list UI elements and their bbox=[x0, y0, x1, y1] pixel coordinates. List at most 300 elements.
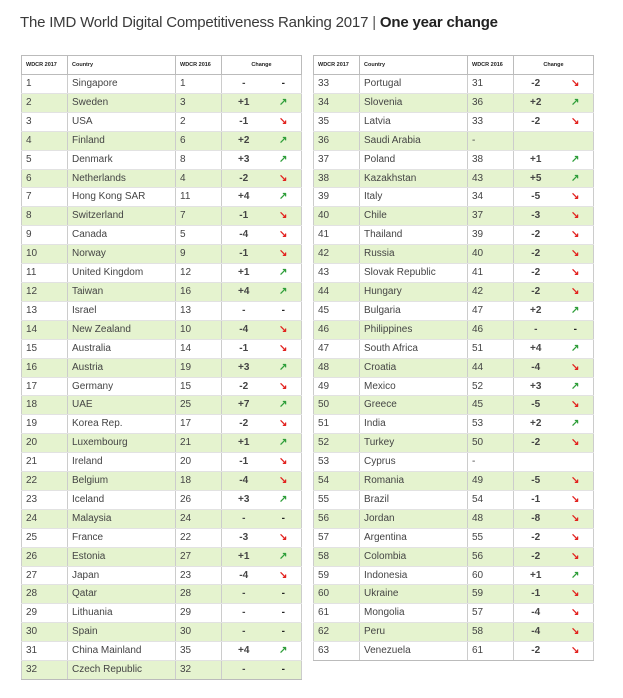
table-row bbox=[314, 547, 594, 566]
country-cell: Australia bbox=[68, 339, 176, 358]
table-row bbox=[314, 245, 594, 264]
country-cell: Peru bbox=[360, 623, 468, 642]
country-cell: Mongolia bbox=[360, 604, 468, 623]
table-row bbox=[314, 642, 594, 661]
rank-2016-cell: - bbox=[468, 453, 514, 472]
country-cell: Japan bbox=[68, 566, 176, 585]
rank-2016-cell: 40 bbox=[468, 245, 514, 264]
change-cell: +5 bbox=[514, 169, 558, 188]
rank-2017-cell: 18 bbox=[22, 396, 68, 415]
rank-2017-cell: 50 bbox=[314, 396, 360, 415]
table-header-row bbox=[314, 56, 594, 75]
rank-2016-cell: 38 bbox=[468, 150, 514, 169]
table-row bbox=[22, 396, 302, 415]
rank-2017-cell: 52 bbox=[314, 434, 360, 453]
rank-2016-cell: 29 bbox=[176, 604, 222, 623]
arrow-up-icon: ↗ bbox=[266, 264, 302, 283]
rank-2017-cell: 29 bbox=[22, 604, 68, 623]
table-row bbox=[22, 528, 302, 547]
rank-2016-cell: 10 bbox=[176, 320, 222, 339]
rank-2017-cell: 53 bbox=[314, 453, 360, 472]
rank-2016-cell: 11 bbox=[176, 188, 222, 207]
arrow-down-icon: ↘ bbox=[558, 264, 594, 283]
table-row bbox=[314, 75, 594, 94]
no-change-icon: - bbox=[558, 320, 594, 339]
table-row bbox=[314, 188, 594, 207]
change-cell: -2 bbox=[514, 434, 558, 453]
rank-2017-cell: 34 bbox=[314, 93, 360, 112]
title-bold: One year change bbox=[379, 14, 498, 31]
arrow-up-icon: ↗ bbox=[266, 490, 302, 509]
arrow-down-icon: ↘ bbox=[266, 415, 302, 434]
rank-2017-cell: 14 bbox=[22, 320, 68, 339]
rank-2017-cell: 8 bbox=[22, 207, 68, 226]
rank-2016-cell: 7 bbox=[176, 207, 222, 226]
table-row bbox=[22, 358, 302, 377]
arrow-up-icon: ↗ bbox=[558, 301, 594, 320]
country-cell: Austria bbox=[68, 358, 176, 377]
rank-2017-cell: 37 bbox=[314, 150, 360, 169]
change-cell: -2 bbox=[514, 245, 558, 264]
rank-2017-cell: 27 bbox=[22, 566, 68, 585]
change-cell: -5 bbox=[514, 188, 558, 207]
no-change-icon: - bbox=[266, 604, 302, 623]
arrow-down-icon: ↘ bbox=[558, 509, 594, 528]
rank-2017-cell: 45 bbox=[314, 301, 360, 320]
rank-2016-cell: 24 bbox=[176, 509, 222, 528]
rank-2017-cell: 46 bbox=[314, 320, 360, 339]
country-cell: Colombia bbox=[360, 547, 468, 566]
rank-2017-cell: 7 bbox=[22, 188, 68, 207]
change-cell: -4 bbox=[222, 472, 266, 491]
rank-2016-cell: 54 bbox=[468, 490, 514, 509]
rank-2016-cell: 45 bbox=[468, 396, 514, 415]
country-cell: Italy bbox=[360, 188, 468, 207]
table-row bbox=[314, 301, 594, 320]
arrow-down-icon: ↘ bbox=[558, 490, 594, 509]
change-cell: +4 bbox=[514, 339, 558, 358]
arrow-up-icon: ↗ bbox=[266, 434, 302, 453]
rank-2017-cell: 56 bbox=[314, 509, 360, 528]
arrow-up-icon: ↗ bbox=[266, 358, 302, 377]
change-cell: -3 bbox=[222, 528, 266, 547]
change-cell: -1 bbox=[514, 585, 558, 604]
rank-2017-cell: 58 bbox=[314, 547, 360, 566]
rank-2017-cell: 61 bbox=[314, 604, 360, 623]
change-cell: - bbox=[222, 585, 266, 604]
rank-2017-cell: 57 bbox=[314, 528, 360, 547]
rank-2016-cell: 20 bbox=[176, 453, 222, 472]
change-cell: -4 bbox=[222, 566, 266, 585]
country-cell: Czech Republic bbox=[68, 661, 176, 680]
table-row bbox=[314, 453, 594, 472]
rank-2016-cell: 51 bbox=[468, 339, 514, 358]
country-cell: Venezuela bbox=[360, 642, 468, 661]
country-cell: Iceland bbox=[68, 490, 176, 509]
title-separator: | bbox=[372, 14, 376, 31]
change-cell: -1 bbox=[222, 112, 266, 131]
rank-2016-cell: 27 bbox=[176, 547, 222, 566]
rank-2016-cell: 25 bbox=[176, 396, 222, 415]
country-cell: Sweden bbox=[68, 93, 176, 112]
rank-2017-cell: 9 bbox=[22, 226, 68, 245]
arrow-down-icon: ↘ bbox=[558, 245, 594, 264]
country-cell: Bulgaria bbox=[360, 301, 468, 320]
no-change-icon: - bbox=[266, 585, 302, 604]
change-cell: +3 bbox=[222, 358, 266, 377]
table-row bbox=[22, 93, 302, 112]
country-cell: Finland bbox=[68, 131, 176, 150]
rank-2017-cell: 39 bbox=[314, 188, 360, 207]
change-cell: -1 bbox=[222, 245, 266, 264]
country-cell: Norway bbox=[68, 245, 176, 264]
arrow-down-icon: ↘ bbox=[266, 453, 302, 472]
rank-2016-cell: 57 bbox=[468, 604, 514, 623]
arrow-up-icon: ↗ bbox=[558, 566, 594, 585]
change-cell: +1 bbox=[222, 547, 266, 566]
table-row bbox=[22, 226, 302, 245]
rank-2016-cell: 6 bbox=[176, 131, 222, 150]
arrow-down-icon: ↘ bbox=[558, 358, 594, 377]
country-cell: Korea Rep. bbox=[68, 415, 176, 434]
change-cell: +1 bbox=[222, 264, 266, 283]
arrow-down-icon: ↘ bbox=[558, 207, 594, 226]
change-cell: -2 bbox=[514, 547, 558, 566]
change-cell: -2 bbox=[514, 75, 558, 94]
change-cell: +3 bbox=[222, 490, 266, 509]
change-cell: -3 bbox=[514, 207, 558, 226]
change-cell: -4 bbox=[222, 320, 266, 339]
change-cell: -2 bbox=[514, 528, 558, 547]
rank-2016-cell: 28 bbox=[176, 585, 222, 604]
header-wdcr-2016: WDCR 2016 bbox=[176, 56, 222, 75]
change-cell: +2 bbox=[514, 93, 558, 112]
change-cell: -4 bbox=[514, 358, 558, 377]
page-title bbox=[20, 14, 498, 31]
change-cell: -2 bbox=[222, 169, 266, 188]
rank-2016-cell: 61 bbox=[468, 642, 514, 661]
rank-2016-cell: 42 bbox=[468, 282, 514, 301]
country-cell: Russia bbox=[360, 245, 468, 264]
table-row bbox=[22, 566, 302, 585]
empty-arrow-cell bbox=[558, 131, 594, 150]
table-row bbox=[314, 566, 594, 585]
table-row bbox=[314, 282, 594, 301]
country-cell: New Zealand bbox=[68, 320, 176, 339]
rank-2016-cell: 18 bbox=[176, 472, 222, 491]
rank-2016-cell: 48 bbox=[468, 509, 514, 528]
arrow-down-icon: ↘ bbox=[266, 528, 302, 547]
rank-2017-cell: 26 bbox=[22, 547, 68, 566]
ranking-table-left bbox=[21, 55, 302, 680]
rank-2017-cell: 43 bbox=[314, 264, 360, 283]
arrow-down-icon: ↘ bbox=[558, 472, 594, 491]
header-wdcr-2017: WDCR 2017 bbox=[314, 56, 360, 75]
country-cell: Brazil bbox=[360, 490, 468, 509]
rank-2017-cell: 47 bbox=[314, 339, 360, 358]
rank-2016-cell: 1 bbox=[176, 75, 222, 94]
arrow-up-icon: ↗ bbox=[558, 339, 594, 358]
country-cell: Malaysia bbox=[68, 509, 176, 528]
arrow-up-icon: ↗ bbox=[266, 547, 302, 566]
table-row bbox=[22, 415, 302, 434]
rank-2016-cell: 14 bbox=[176, 339, 222, 358]
table-row bbox=[22, 377, 302, 396]
rank-2016-cell: 47 bbox=[468, 301, 514, 320]
rank-2017-cell: 62 bbox=[314, 623, 360, 642]
rank-2017-cell: 44 bbox=[314, 282, 360, 301]
rank-2017-cell: 25 bbox=[22, 528, 68, 547]
country-cell: Thailand bbox=[360, 226, 468, 245]
rank-2017-cell: 40 bbox=[314, 207, 360, 226]
rank-2016-cell: 46 bbox=[468, 320, 514, 339]
table-row bbox=[22, 207, 302, 226]
arrow-down-icon: ↘ bbox=[266, 339, 302, 358]
rank-2016-cell: 9 bbox=[176, 245, 222, 264]
header-change: Change bbox=[222, 56, 302, 75]
rank-2017-cell: 51 bbox=[314, 415, 360, 434]
country-cell: Chile bbox=[360, 207, 468, 226]
country-cell: Poland bbox=[360, 150, 468, 169]
rank-2016-cell: 26 bbox=[176, 490, 222, 509]
country-cell: Estonia bbox=[68, 547, 176, 566]
rank-2016-cell: 21 bbox=[176, 434, 222, 453]
table-row bbox=[22, 490, 302, 509]
arrow-up-icon: ↗ bbox=[266, 282, 302, 301]
table-row bbox=[22, 301, 302, 320]
change-cell: +1 bbox=[222, 93, 266, 112]
rank-2016-cell: 59 bbox=[468, 585, 514, 604]
no-change-icon: - bbox=[266, 661, 302, 680]
country-cell: United Kingdom bbox=[68, 264, 176, 283]
table-body-right bbox=[314, 75, 594, 661]
rank-2016-cell: 58 bbox=[468, 623, 514, 642]
arrow-down-icon: ↘ bbox=[558, 112, 594, 131]
rank-2016-cell: 17 bbox=[176, 415, 222, 434]
table-row bbox=[314, 320, 594, 339]
change-cell bbox=[514, 131, 558, 150]
country-cell: Slovenia bbox=[360, 93, 468, 112]
rank-2017-cell: 49 bbox=[314, 377, 360, 396]
table-row bbox=[22, 453, 302, 472]
rank-2016-cell: 36 bbox=[468, 93, 514, 112]
rank-2017-cell: 31 bbox=[22, 642, 68, 661]
rank-2016-cell: 32 bbox=[176, 661, 222, 680]
table-row bbox=[22, 131, 302, 150]
change-cell: -1 bbox=[222, 207, 266, 226]
change-cell: - bbox=[222, 509, 266, 528]
header-wdcr-2016: WDCR 2016 bbox=[468, 56, 514, 75]
country-cell: Slovak Republic bbox=[360, 264, 468, 283]
arrow-down-icon: ↘ bbox=[266, 377, 302, 396]
table-row bbox=[22, 547, 302, 566]
table-row bbox=[314, 472, 594, 491]
rank-2017-cell: 33 bbox=[314, 75, 360, 94]
table-row bbox=[22, 623, 302, 642]
country-cell: Israel bbox=[68, 301, 176, 320]
change-cell: -2 bbox=[514, 264, 558, 283]
country-cell: Mexico bbox=[360, 377, 468, 396]
arrow-down-icon: ↘ bbox=[558, 282, 594, 301]
arrow-up-icon: ↗ bbox=[558, 169, 594, 188]
country-cell: Denmark bbox=[68, 150, 176, 169]
arrow-down-icon: ↘ bbox=[558, 547, 594, 566]
arrow-up-icon: ↗ bbox=[558, 377, 594, 396]
rank-2016-cell: 16 bbox=[176, 282, 222, 301]
arrow-down-icon: ↘ bbox=[558, 642, 594, 661]
country-cell: Romania bbox=[360, 472, 468, 491]
rank-2017-cell: 13 bbox=[22, 301, 68, 320]
change-cell: -2 bbox=[514, 282, 558, 301]
arrow-up-icon: ↗ bbox=[266, 150, 302, 169]
table-row bbox=[314, 264, 594, 283]
table-row bbox=[314, 623, 594, 642]
table-row bbox=[314, 509, 594, 528]
rank-2017-cell: 22 bbox=[22, 472, 68, 491]
table-row bbox=[314, 377, 594, 396]
rank-2016-cell: 23 bbox=[176, 566, 222, 585]
table-row bbox=[314, 434, 594, 453]
rank-2017-cell: 4 bbox=[22, 131, 68, 150]
country-cell: Croatia bbox=[360, 358, 468, 377]
country-cell: Ireland bbox=[68, 453, 176, 472]
table-header-row bbox=[22, 56, 302, 75]
rank-2017-cell: 36 bbox=[314, 131, 360, 150]
rank-2016-cell: 60 bbox=[468, 566, 514, 585]
country-cell: Indonesia bbox=[360, 566, 468, 585]
rank-2016-cell: 31 bbox=[468, 75, 514, 94]
change-cell: +3 bbox=[514, 377, 558, 396]
arrow-down-icon: ↘ bbox=[266, 245, 302, 264]
rank-2016-cell: 35 bbox=[176, 642, 222, 661]
rank-2017-cell: 1 bbox=[22, 75, 68, 94]
table-row bbox=[22, 661, 302, 680]
arrow-down-icon: ↘ bbox=[266, 112, 302, 131]
change-cell: +2 bbox=[222, 131, 266, 150]
change-cell: -1 bbox=[514, 490, 558, 509]
rank-2017-cell: 23 bbox=[22, 490, 68, 509]
arrow-down-icon: ↘ bbox=[558, 604, 594, 623]
change-cell: -8 bbox=[514, 509, 558, 528]
rank-2016-cell: 53 bbox=[468, 415, 514, 434]
country-cell: France bbox=[68, 528, 176, 547]
country-cell: Cyprus bbox=[360, 453, 468, 472]
rank-2016-cell: 41 bbox=[468, 264, 514, 283]
rank-2016-cell: 4 bbox=[176, 169, 222, 188]
rank-2016-cell: 44 bbox=[468, 358, 514, 377]
country-cell: South Africa bbox=[360, 339, 468, 358]
country-cell: Netherlands bbox=[68, 169, 176, 188]
arrow-down-icon: ↘ bbox=[558, 396, 594, 415]
country-cell: Hong Kong SAR bbox=[68, 188, 176, 207]
change-cell: +4 bbox=[222, 282, 266, 301]
rank-2016-cell: 55 bbox=[468, 528, 514, 547]
table-row bbox=[22, 339, 302, 358]
arrow-down-icon: ↘ bbox=[558, 75, 594, 94]
country-cell: Turkey bbox=[360, 434, 468, 453]
rank-2017-cell: 2 bbox=[22, 93, 68, 112]
country-cell: Philippines bbox=[360, 320, 468, 339]
rank-2016-cell: 5 bbox=[176, 226, 222, 245]
rank-2017-cell: 17 bbox=[22, 377, 68, 396]
change-cell: +4 bbox=[222, 188, 266, 207]
table-row bbox=[22, 112, 302, 131]
arrow-up-icon: ↗ bbox=[558, 415, 594, 434]
rank-2016-cell: 56 bbox=[468, 547, 514, 566]
change-cell: - bbox=[222, 623, 266, 642]
table-row bbox=[22, 604, 302, 623]
country-cell: China Mainland bbox=[68, 642, 176, 661]
table-row bbox=[22, 509, 302, 528]
change-cell: -1 bbox=[222, 339, 266, 358]
rank-2016-cell: 13 bbox=[176, 301, 222, 320]
rank-2016-cell: 52 bbox=[468, 377, 514, 396]
rank-2016-cell: 43 bbox=[468, 169, 514, 188]
empty-arrow-cell bbox=[558, 453, 594, 472]
table-row bbox=[314, 339, 594, 358]
change-cell: - bbox=[222, 604, 266, 623]
table-row bbox=[314, 150, 594, 169]
rank-2016-cell: 19 bbox=[176, 358, 222, 377]
country-cell: Jordan bbox=[360, 509, 468, 528]
rank-2016-cell: 34 bbox=[468, 188, 514, 207]
rank-2016-cell: 30 bbox=[176, 623, 222, 642]
table-row bbox=[22, 642, 302, 661]
arrow-down-icon: ↘ bbox=[558, 226, 594, 245]
rank-2017-cell: 10 bbox=[22, 245, 68, 264]
no-change-icon: - bbox=[266, 301, 302, 320]
rank-2017-cell: 15 bbox=[22, 339, 68, 358]
change-cell: +1 bbox=[222, 434, 266, 453]
rank-2017-cell: 59 bbox=[314, 566, 360, 585]
change-cell: +7 bbox=[222, 396, 266, 415]
country-cell: Germany bbox=[68, 377, 176, 396]
ranking-table-right bbox=[313, 55, 594, 661]
country-cell: Belgium bbox=[68, 472, 176, 491]
arrow-down-icon: ↘ bbox=[558, 585, 594, 604]
country-cell: Greece bbox=[360, 396, 468, 415]
arrow-down-icon: ↘ bbox=[266, 169, 302, 188]
rank-2017-cell: 55 bbox=[314, 490, 360, 509]
change-cell: +1 bbox=[514, 566, 558, 585]
country-cell: Canada bbox=[68, 226, 176, 245]
change-cell: -1 bbox=[222, 453, 266, 472]
rank-2016-cell: 50 bbox=[468, 434, 514, 453]
arrow-down-icon: ↘ bbox=[558, 434, 594, 453]
rank-2017-cell: 42 bbox=[314, 245, 360, 264]
change-cell: -2 bbox=[222, 377, 266, 396]
no-change-icon: - bbox=[266, 623, 302, 642]
arrow-down-icon: ↘ bbox=[266, 320, 302, 339]
table-row bbox=[314, 169, 594, 188]
table-row bbox=[314, 207, 594, 226]
table-row bbox=[22, 585, 302, 604]
change-cell: -5 bbox=[514, 472, 558, 491]
arrow-down-icon: ↘ bbox=[558, 188, 594, 207]
table-row bbox=[314, 226, 594, 245]
rank-2016-cell: 37 bbox=[468, 207, 514, 226]
country-cell: India bbox=[360, 415, 468, 434]
rank-2017-cell: 12 bbox=[22, 282, 68, 301]
country-cell: Taiwan bbox=[68, 282, 176, 301]
change-cell: -4 bbox=[222, 226, 266, 245]
rank-2017-cell: 3 bbox=[22, 112, 68, 131]
rank-2017-cell: 32 bbox=[22, 661, 68, 680]
rank-2017-cell: 63 bbox=[314, 642, 360, 661]
rank-2016-cell: 39 bbox=[468, 226, 514, 245]
rank-2016-cell: 12 bbox=[176, 264, 222, 283]
header-wdcr-2017: WDCR 2017 bbox=[22, 56, 68, 75]
